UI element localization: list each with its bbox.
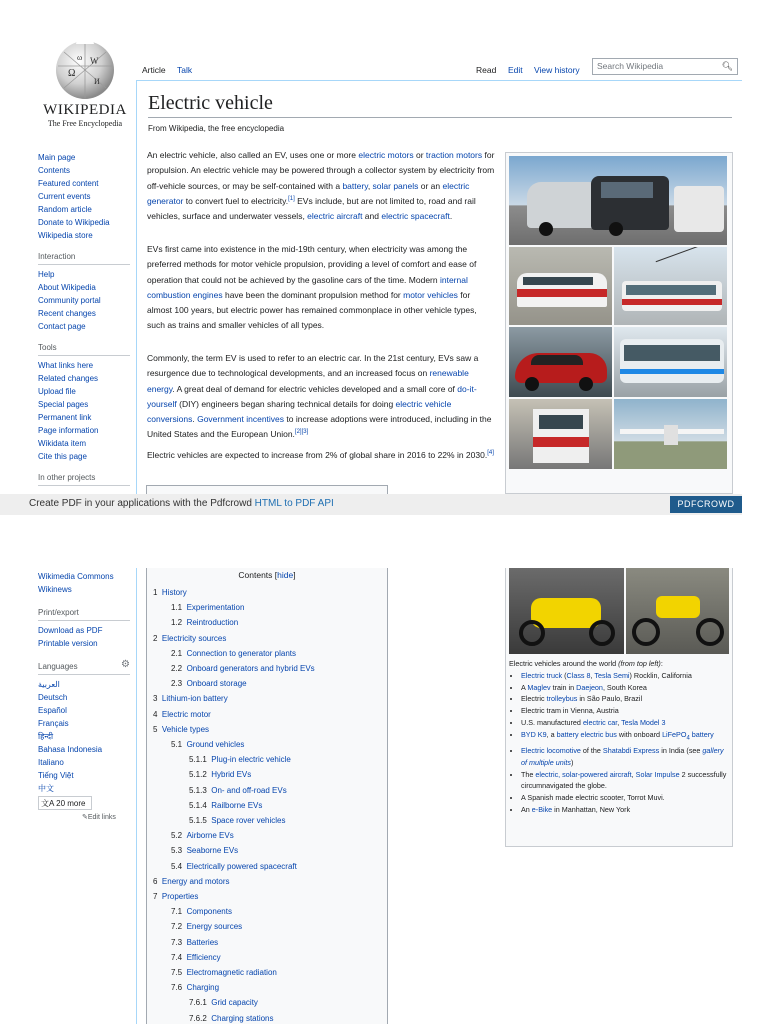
sidebar-item-current-events[interactable]: Current events [38,192,91,201]
toc-item-number: 1 [153,588,158,597]
toc-item-label[interactable]: Onboard generators and hybrid EVs [186,664,315,673]
toc-item[interactable] [171,831,234,840]
toc-item-number: 7.3 [171,937,183,947]
text: ) Rocklin, California [629,670,692,680]
toc-hide-link[interactable]: hide [277,570,294,580]
caption-item [521,693,729,705]
caption-item [521,804,729,816]
sidebar-lang-italiano[interactable]: Italiano [38,758,64,767]
toc-item[interactable] [171,968,277,977]
paragraph-modern [147,351,497,443]
page-title: Electric vehicle [148,92,273,114]
link-ev-conversions[interactable]: electric vehicle conversions [147,398,452,425]
link-electric-locomotive[interactable]: Electric locomotive [521,746,581,756]
toc-item-label[interactable]: Electromagnetic radiation [186,968,277,977]
text: EVs first came into existence in the mid-19th century, when electricity was among the preferred methods for motor vehicle propulsion, providing a level of comfort and ease of operation that could not be achieved by the gasoline cars of the time. Modern [147,244,477,285]
caption-list [509,670,729,816]
sidebar-item-recent-changes[interactable]: Recent changes [38,309,96,318]
toc-item-label[interactable]: Components [186,907,232,917]
toc-item-label[interactable]: Charging [186,983,220,993]
toc-item[interactable] [171,983,219,992]
toc-item-number: 5.1.1 [189,755,207,765]
text: A [521,682,528,692]
toc-item-label[interactable]: Grid capacity [211,998,258,1008]
text: in Manhattan, New York [552,805,631,814]
toc-item-label[interactable]: Energy sources [186,922,243,932]
languages-label: Languages [38,662,78,671]
text: in São Paulo, Brazil [577,694,643,704]
toc-item-label[interactable]: Charging stations [211,1013,274,1023]
svg-text:W: W [90,56,99,66]
sidebar-print-header: Print/export [38,606,130,621]
more-languages-button[interactable] [38,796,92,810]
caption-intro [509,658,729,670]
text: or an [418,180,443,191]
caption-item [521,705,729,717]
sidebar-item-main-page[interactable]: Main page [38,153,76,162]
caption-item [521,745,729,769]
toc-item-number: 5.1.2 [189,770,207,780]
toc-item-number: 7.4 [171,952,183,962]
page-tabs [136,58,742,81]
link-tesla-model-3[interactable]: Tesla Model 3 [621,717,666,727]
sidebar-item-related-changes[interactable]: Related changes [38,374,99,383]
sidebar-lang-chinese[interactable]: 中文 [38,784,54,793]
translate-icon: 文A [41,799,54,808]
paragraph-intro [147,148,497,224]
svg-text:И: И [94,77,100,86]
content-border [136,568,137,1024]
toc-item[interactable] [153,694,228,703]
puzzle-globe-icon [46,36,124,100]
link-maglev[interactable]: Maglev [527,682,551,692]
pencil-icon: ✎ [82,814,88,821]
toc-item-number: 5.1 [171,740,183,749]
sidebar-lang-francais[interactable]: Français [38,719,69,728]
link-electric-spacecraft[interactable]: electric spacecraft [381,211,450,222]
logo-tagline: The Free Encyclopedia [47,119,123,128]
infobox-image-grid [505,152,733,494]
photo-maglev-train[interactable] [509,247,612,325]
toc-item-number: 5.4 [171,861,183,871]
toc-item[interactable] [189,770,251,779]
sidebar-item-random-article[interactable]: Random article [38,205,92,214]
toc-item-label[interactable]: On- and off-road EVs [211,785,287,795]
link-electric-generator[interactable]: electric generator [147,180,470,206]
sidebar-lang-indonesia[interactable]: Bahasa Indonesia [38,745,103,754]
link-lifepo4[interactable]: LiFePO [662,729,687,739]
toc-item-number: 2 [153,633,158,643]
link-electric-truck[interactable]: Electric truck [521,670,563,680]
sidebar-lang-deutsch[interactable]: Deutsch [38,693,68,702]
toc-item-label[interactable]: Electricity sources [161,633,227,643]
text: . A great deal of demand for electric vehicles developed and a small core of [172,383,458,394]
toc-item[interactable] [189,998,258,1007]
sidebar-item-wikinews[interactable]: Wikinews [38,585,72,594]
link-solar-panels[interactable]: solar panels [372,180,419,191]
sidebar-item-what-links-here[interactable]: What links here [38,361,94,370]
text: Electric [521,694,547,704]
edit-links[interactable] [82,813,116,821]
paragraph-forecast [147,448,497,463]
toc-item[interactable] [171,603,244,612]
toc-item-label[interactable]: Batteries [186,937,219,947]
sidebar-item-contact[interactable]: Contact page [38,322,86,331]
toc-item[interactable] [153,877,230,886]
toc-item[interactable] [171,953,221,962]
sidebar-item-page-information[interactable]: Page information [38,426,99,435]
toc-item[interactable] [153,892,198,901]
toc-item-number: 2.3 [171,679,183,689]
text: The [521,769,536,779]
text: Electric vehicles around the world [509,659,619,668]
link-electric-aircraft[interactable]: electric aircraft [307,211,363,222]
toc-item-label[interactable]: Connection to generator plants [186,648,296,658]
toc-item-number: 5 [153,724,158,734]
toc-item[interactable] [189,801,262,810]
link-battery-electric-bus[interactable]: battery electric bus [556,729,617,739]
toc-item[interactable] [171,679,247,688]
toc-item-number: 5.1.5 [189,816,207,825]
toc-item-number: 6 [153,876,158,886]
text: A Spanish made electric scooter, Torrot Muvi. [521,793,665,803]
toc-item[interactable] [189,786,287,795]
toc-item[interactable] [171,846,238,855]
toc-item-number: 7.6 [171,983,183,993]
sidebar-item-wikimedia-commons[interactable]: Wikimedia Commons [38,572,114,581]
pdfcrowd-bar [0,494,742,515]
link-motor-vehicles[interactable]: motor vehicles [403,289,458,300]
toc-item-number: 7.5 [171,968,183,977]
sidebar-tools-header: Tools [38,341,130,356]
sidebar-item-wikidata-item[interactable]: Wikidata item [38,439,87,448]
toc-item[interactable] [171,938,218,947]
title-divider [148,117,732,118]
tab-talk[interactable]: Talk [177,65,193,75]
toc-item-label[interactable]: Onboard storage [186,679,247,689]
toc-item[interactable] [171,618,238,627]
citation-4[interactable]: [4] [487,450,494,457]
link-electric-car[interactable]: electric car [582,717,618,727]
toc-item[interactable] [153,710,211,719]
photo-electric-locomotive[interactable] [509,399,612,469]
link-e-bike[interactable]: e-Bike [531,805,553,814]
toc-item[interactable] [171,907,232,916]
link-internal-combustion-engines[interactable]: internal combustion engines [147,274,468,300]
sidebar-item-store[interactable]: Wikipedia store [38,231,93,240]
toc-item-label[interactable]: Experimentation [186,603,245,613]
toc-heading: Contents [hide] [238,570,296,580]
toc-item[interactable] [171,862,297,871]
link-electric-motors[interactable]: electric motors [358,150,414,160]
sidebar-item-contents[interactable]: Contents [38,166,71,175]
text: or [413,150,426,160]
text: Electric vehicles are expected to increase from 2% of global share in 2016 to 22% in 2030. [147,450,488,460]
text: Commonly, the term EV is used to refer to an electric car. In the 21st century, EVs saw a resurgence due to technological developments, and an increased focus on [147,353,479,379]
text: , South Korea [602,682,647,692]
link-shatabdi-express[interactable]: Shatabdi Express [602,746,660,756]
photo-electric-scooter[interactable] [509,568,624,654]
sidebar-item-cite-page[interactable]: Cite this page [38,452,87,461]
text: 4 [686,735,690,742]
search-icon[interactable]: 🔍︎ [721,61,733,71]
text: Electric tram in Vienna, Austria [521,706,619,716]
link-battery[interactable]: battery [342,180,368,191]
caption-item [521,769,729,793]
text: ) [570,757,574,767]
text: , [631,769,636,779]
html-to-pdf-api-link[interactable]: HTML to PDF API [254,498,334,509]
edit-links-label: Edit links [87,814,116,821]
text: with onboard [616,729,663,739]
text: , [590,670,595,680]
toc-item-number: 5.1.4 [189,800,207,810]
toc-item[interactable] [153,634,226,643]
text: for almost 100 years, but electric power has remained commonplace in other vehicle types, such as trains and smaller vehicles of all types. [147,289,477,331]
search-placeholder: Search Wikipedia [597,61,664,71]
link-government-incentives[interactable]: Government incentives [197,414,285,425]
toc-item-label[interactable]: Plug-in electric vehicle [211,755,291,765]
photo-electric-truck[interactable] [509,156,727,245]
text: battery [689,729,714,739]
text: to convert fuel to electricity. [183,195,289,206]
caption-item [521,717,729,729]
text: , [367,180,373,191]
link-class-8[interactable]: Class 8 [566,670,591,680]
sidebar-main-nav [38,151,130,489]
toc-item-number: 5.3 [171,846,183,856]
sidebar-page2 [38,570,130,795]
text: (DIY) engineers began sharing technical details for doing [176,398,396,409]
wikipedia-logo[interactable] [40,36,130,136]
gear-icon[interactable]: ⚙ [121,659,130,670]
text: for propulsion. An electric vehicle may be powered through a collector system by electricity from off-vehicle sources, or may be self-contained with a [147,150,495,191]
link-do-it-yourself[interactable]: do-it-yourself [147,383,477,409]
link-trolleybus[interactable]: trolleybus [546,694,578,704]
sidebar-item-donate[interactable]: Donate to Wikipedia [38,218,110,227]
toc-item-label[interactable]: Ground vehicles [186,740,245,749]
photo-solar-impulse[interactable] [614,399,727,469]
text: ( [562,670,567,680]
text: 2 successfully circumnavigated the globe. [521,769,727,791]
toc-item-label[interactable]: Reintroduction [186,618,239,628]
toc-item-number: 7 [153,892,158,901]
tab-article[interactable]: Article [142,65,166,75]
sidebar-interaction-header: Interaction [38,250,130,265]
toc-item[interactable] [171,664,315,673]
sidebar-lang-vietnamese[interactable]: Tiếng Việt [38,771,74,780]
toc-item-label[interactable]: Vehicle types [161,724,210,734]
toc-box-top [146,485,388,494]
photo-trolleybus[interactable] [614,247,727,325]
search-input[interactable] [592,58,738,75]
link-tesla-semi[interactable]: Tesla Semi [594,670,630,680]
sidebar-item-permanent-link[interactable]: Permanent link [38,413,92,422]
toc-item[interactable] [189,816,286,825]
toc-item-label[interactable]: Energy and motors [161,876,230,886]
toc-item-number: 1.1 [171,603,183,613]
sidebar-languages-header [38,660,130,675]
sidebar-item-download-pdf[interactable]: Download as PDF [38,626,103,635]
link-gallery-multiple-units[interactable]: gallery of multiple units [521,746,724,767]
toc-item-number: 7.1 [171,907,183,917]
sidebar-item-upload-file[interactable]: Upload file [38,387,76,396]
text: : [660,659,663,668]
pdfcrowd-label: Create PDF in your applications with the Pdfcrowd [29,498,255,509]
toc-item[interactable] [189,755,291,764]
caption-item [521,792,729,804]
toc-item-label[interactable]: Electrically powered spacecraft [186,861,297,871]
table-of-contents [146,568,388,1024]
text: EVs include, but are not limited to, road and rail vehicles, surface and underwater vessels, [147,195,476,222]
caption-item [521,682,729,694]
toc-item[interactable] [153,588,187,597]
toc-item-number: 7.2 [171,922,183,932]
toc-item-number: 2.2 [171,664,183,673]
text: , a [546,729,557,739]
sidebar-lang-arabic[interactable]: العربية [38,680,60,689]
link-solar-aircraft[interactable]: electric, solar-powered aircraft [535,769,632,779]
tab-edit[interactable]: Edit [508,65,523,75]
caption-item [521,670,729,682]
citation-1[interactable]: [1] [288,196,295,203]
more-languages-label: 20 more [56,799,86,808]
toc-item-label[interactable]: Electric motor [161,709,211,719]
sidebar-lang-hindi[interactable]: हिन्दी [38,732,54,741]
text: An [521,805,532,814]
photo-byd-bus[interactable] [614,327,727,397]
caption-item [521,729,729,745]
text: . [192,414,198,425]
toc-item-number: 5.2 [171,831,183,841]
sidebar-item-about[interactable]: About Wikipedia [38,283,96,292]
link-traction-motors[interactable]: traction motors [425,150,483,160]
toc-item-number: 5.1.3 [189,785,207,795]
text: have been the dominant propulsion method for [222,289,404,300]
link-renewable-energy[interactable]: renewable energy [147,368,469,394]
tab-read[interactable]: Read [476,65,497,75]
link-daejeon[interactable]: Daejeon [576,682,603,692]
text: in India (see [659,746,703,756]
toc-item-number: 7.6.2 [189,1013,207,1023]
text: U.S. manufactured [521,717,583,727]
sidebar-other-projects-header: In other projects [38,471,130,486]
sidebar-item-community-portal[interactable]: Community portal [38,296,101,305]
text: train in [550,682,577,692]
toc-item-label[interactable]: Space rover vehicles [211,816,286,825]
toc-item-number: 1.2 [171,618,183,628]
sidebar-item-special-pages[interactable]: Special pages [38,400,89,409]
logo-wordmark: WIKIPEDIA [43,102,127,118]
text: and [362,211,382,222]
toc-item-number: 2.1 [171,648,183,658]
text: . [449,211,453,222]
toc-item-label[interactable]: Seaborne EVs [186,846,239,856]
sidebar-item-printable-version[interactable]: Printable version [38,639,98,648]
pdfcrowd-text [29,498,334,509]
link-solar-impulse[interactable]: Solar Impulse [635,769,680,779]
sidebar-lang-espanol[interactable]: Español [38,706,67,715]
toc-item[interactable] [189,1014,274,1023]
toc-item-number: 3 [153,694,158,704]
photo-e-bike[interactable] [626,568,729,654]
toc-item[interactable] [171,740,244,749]
toc-item-label[interactable]: Lithium-ion battery [161,694,228,704]
text: , [617,717,622,727]
toc-item[interactable] [153,725,209,734]
toc-item-label[interactable]: Railborne EVs [211,800,263,810]
toc-item-label[interactable]: Hybrid EVs [211,770,252,780]
infobox-caption [509,658,729,816]
sidebar-item-help[interactable]: Help [38,270,55,279]
toc-item-label[interactable]: Properties [161,892,199,901]
toc-item-number: 7.6.1 [189,998,207,1008]
paragraph-history [147,242,497,334]
toc-item[interactable] [171,922,242,931]
text: of the [580,746,603,756]
svg-text:Ω: Ω [68,68,76,79]
tab-view-history[interactable]: View history [534,65,580,75]
text: An electric vehicle, also called an EV, uses one or more [147,150,359,160]
toc-item-label[interactable]: Airborne EVs [186,831,234,841]
citation-2-3[interactable]: [2][3] [294,429,309,436]
text: (from top left) [618,659,661,668]
toc-title: Contents [238,570,273,580]
photo-tesla-model-3[interactable] [509,327,612,397]
toc-item-label[interactable]: Efficiency [186,952,221,962]
pdfcrowd-button[interactable]: PDFCROWD [670,496,742,513]
svg-text:ω: ω [77,53,83,62]
toc-item[interactable] [171,649,296,658]
sidebar-item-featured-content[interactable]: Featured content [38,179,99,188]
link-byd-k9[interactable]: BYD K9 [521,729,547,739]
toc-item-label[interactable]: History [161,588,187,597]
text: to increase adoptions were introduced, including in the United States and the European Union. [147,414,492,440]
page-subtitle: From Wikipedia, the free encyclopedia [148,124,285,133]
toc-item-number: 4 [153,709,158,719]
